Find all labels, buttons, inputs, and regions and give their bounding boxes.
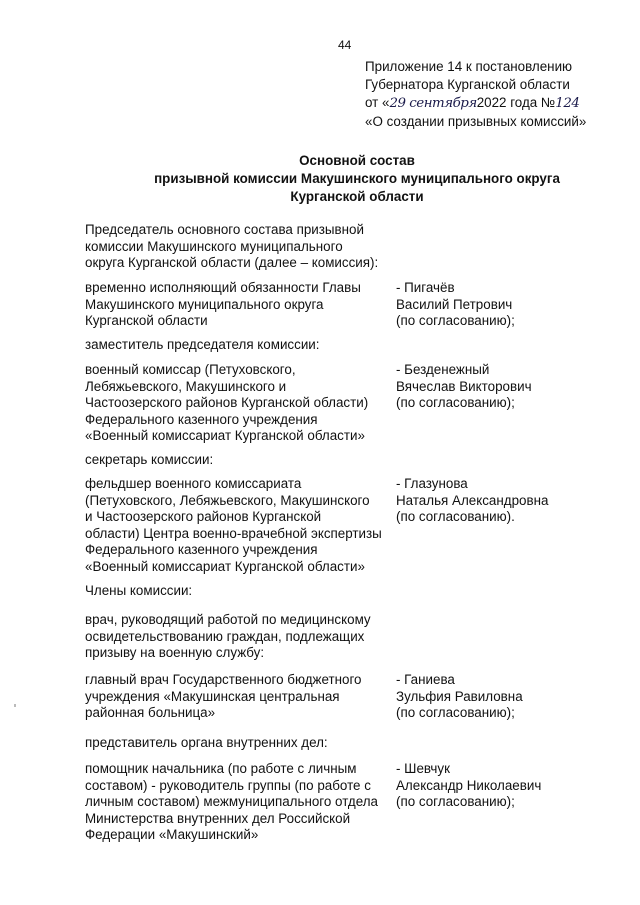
- appendix-line-2: Губернатора Курганской области: [365, 77, 570, 92]
- document-title: [0, 152, 640, 206]
- title-line-1: Основной состав: [299, 153, 415, 168]
- appendix-line-1: Приложение 14 к постановлению: [365, 59, 573, 74]
- members-heading: Члены комиссии:: [85, 583, 193, 598]
- appendix-line-3: [365, 94, 635, 113]
- deputy-heading: заместитель председателя комиссии:: [85, 337, 320, 352]
- secretary-heading: секретарь комиссии:: [85, 452, 214, 467]
- police-position: помощник начальника (по работе с личным составом) - руководитель группы (по работе с личным составом) межмуниципального отдела Министерства внутренних дел Российской Федерации «Макушинский»: [85, 761, 378, 842]
- police-name: - Шевчук Александр Николаевич (по согласованию);: [396, 761, 542, 809]
- secretary-name: - Глазунова Наталья Александровна (по согласованию).: [396, 476, 549, 524]
- date-middle: 2022 года №: [476, 95, 556, 110]
- appendix-line-4: «О создании призывных комиссий»: [365, 114, 587, 129]
- title-line-3: Курганской области: [290, 189, 424, 204]
- doctor-position: главный врач Государственного бюджетного учреждения «Макушинская центральная районная больница»: [85, 672, 362, 720]
- title-line-2: призывной комиссии Макушинского муниципального округа: [154, 171, 560, 186]
- doctor-heading: врач, руководящий работой по медицинскому освидетельствованию граждан, подлежащих призыву на военную службу:: [85, 612, 371, 660]
- scan-speck: [14, 704, 16, 707]
- doctor-name: - Ганиева Зульфия Равиловна (по согласованию);: [396, 672, 523, 720]
- deputy-name: - Безденежный Вячеслав Викторович (по согласованию);: [396, 362, 532, 410]
- secretary-position: фельдшер военного комиссариата (Петуховского, Лебяжьевского, Макушинского и Частоозерского районов Курганской области) Центра военно-врачебной экспертизы Федерального казенного учреждения «Военный комиссариат Курганской области»: [85, 476, 382, 574]
- chair-name: - Пигачёв Василий Петрович (по согласованию);: [396, 280, 515, 328]
- police-heading: представитель органа внутренних дел:: [85, 735, 328, 750]
- appendix-header: [365, 58, 635, 131]
- chair-heading: Председатель основного состава призывной комиссии Макушинского муниципального округа Курганской области (далее – комиссия):: [85, 222, 379, 270]
- chair-position: временно исполняющий обязанности Главы Макушинского муниципального округа Курганской области: [85, 280, 361, 328]
- date-prefix: от «: [365, 95, 390, 110]
- handwritten-number: 124: [555, 96, 580, 111]
- page-number: 44: [338, 38, 352, 52]
- handwritten-date: 29 сентября: [389, 96, 477, 111]
- deputy-position: военный комиссар (Петуховского, Лебяжьевского, Макушинского и Частоозерского районов Курганской области) Федерального казенного учреждения «Военный комиссариат Курганской области»: [85, 362, 369, 443]
